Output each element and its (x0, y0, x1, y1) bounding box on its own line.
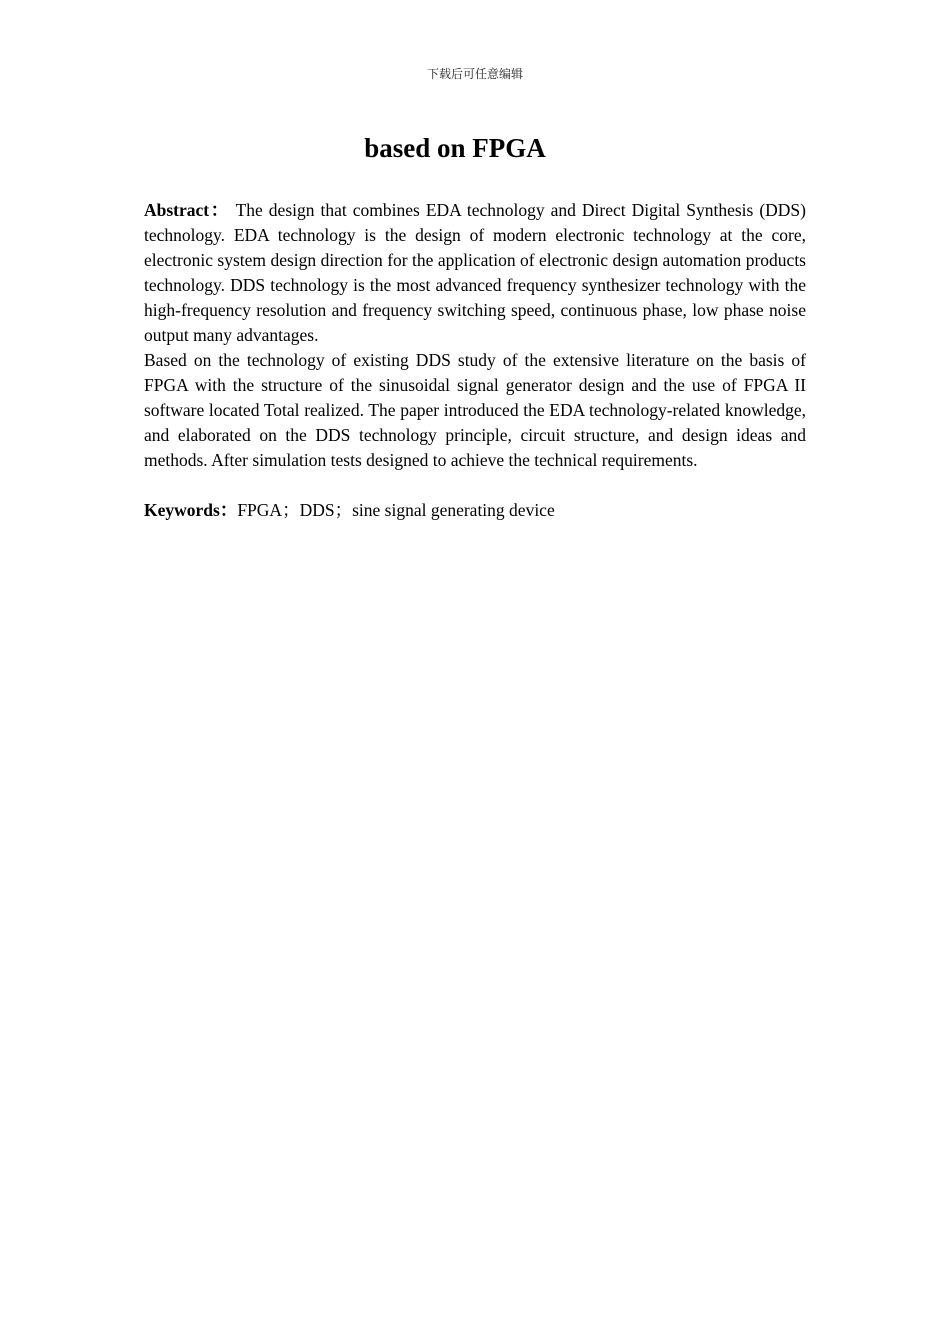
keywords-list: FPGA；DDS；sine signal generating device (237, 500, 555, 520)
abstract-paragraph-1 (144, 198, 806, 348)
keywords-label: Keywords： (144, 500, 238, 520)
page-header-note: 下载后可任意编辑 (426, 67, 523, 81)
keywords-line (144, 498, 806, 523)
abstract-section (144, 198, 806, 523)
document-title: based on FPGA (364, 133, 546, 163)
abstract-label: Abstract： (144, 200, 230, 220)
abstract-text-1: The design that combines EDA technology and Direct Digital Synthesis (DDS) technology. EDA technology is the design of modern electronic technology at the core, electronic system design direction for the application of electronic design automation products technology. DDS technology is the most advanced frequency synthesizer technology with the high-frequency resolution and frequency switching speed, continuous phase, low phase noise output many advantages. (144, 200, 806, 345)
abstract-paragraph-2: Based on the technology of existing DDS study of the extensive literature on the basis of FPGA with the structure of the sinusoidal signal generator design and the use of FPGA II software located Total realized. The paper introduced the EDA technology-related knowledge, and elaborated on the DDS technology principle, circuit structure, and design ideas and methods. After simulation tests designed to achieve the technical requirements. (144, 350, 806, 470)
